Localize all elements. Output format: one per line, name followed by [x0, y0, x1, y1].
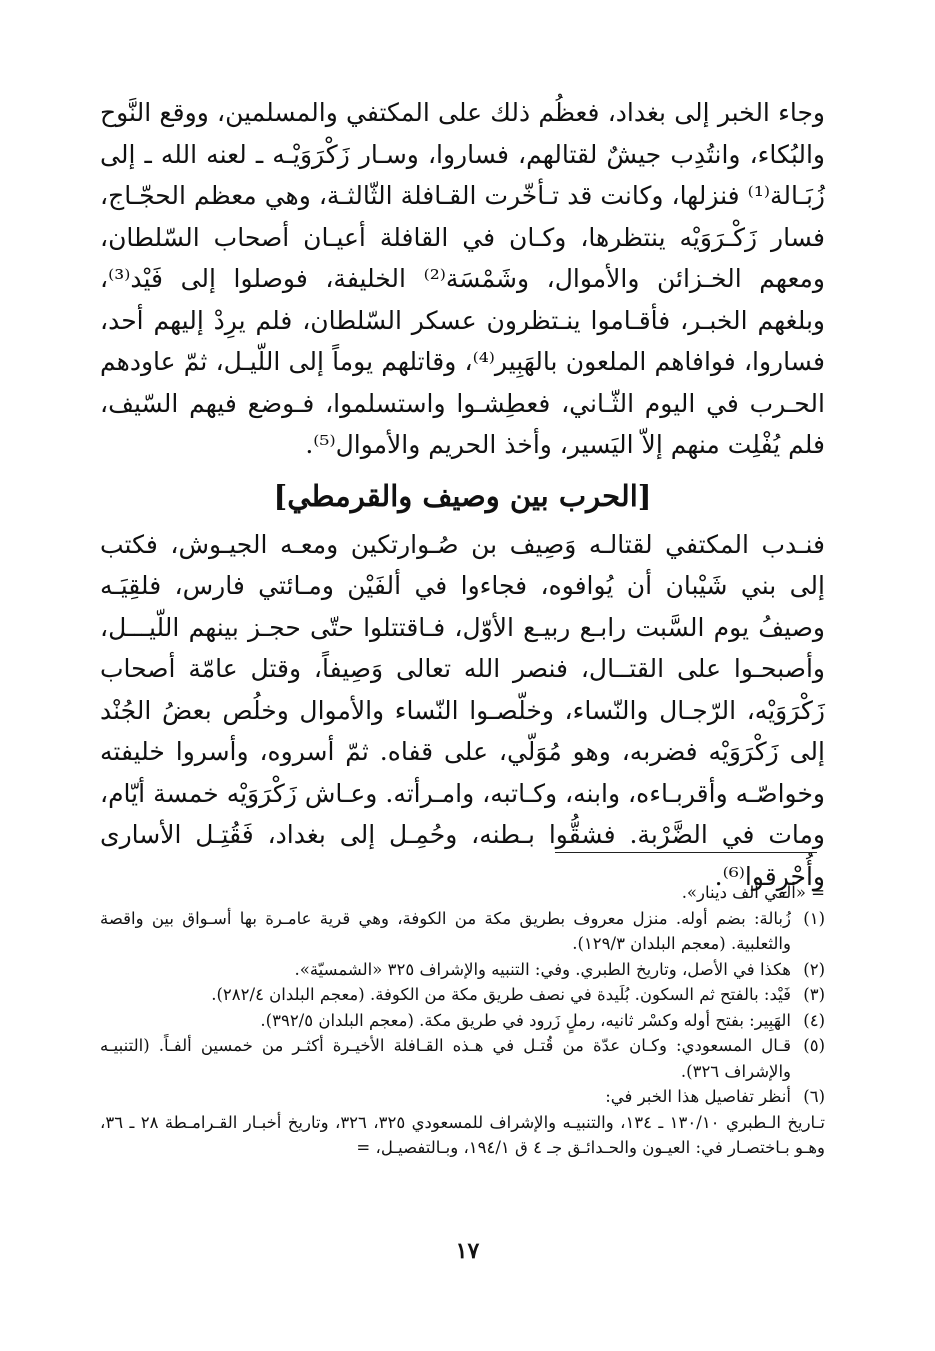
- footnote-text: فَيْد: بالفتح ثم السكون. بُلَيدة في نصف طريق مكة من الكوفة. (معجم البلدان ٢٨٢/٤).: [211, 985, 791, 1004]
- footnote-text: أنظر تفاصيل هذا الخبر في:: [605, 1087, 791, 1106]
- footnote-1: [100, 906, 825, 957]
- footnote-text: زُبالة: بضم أوله. منزل معروف بطريق مكة من الكوفة، وهي قرية عامـرة بها أسـواق بين واقصة والثعلبية. (معجم البلدان ١٢٩/٣).: [100, 908, 791, 953]
- footnote-separator: [555, 852, 817, 853]
- footnote-continuation: = «ألفي ألف دينار».: [681, 883, 825, 902]
- footnote-3: [100, 982, 825, 1008]
- footnote-number: (١): [803, 908, 825, 928]
- footnote-5: [100, 1033, 825, 1084]
- footnote-number: (٥): [803, 1036, 825, 1055]
- footnotes: [100, 880, 825, 1161]
- footnote-text: الهَبِير: بفتح أوله وكسْر ثانيه، رملٍ زَرود في طريق مكة. (معجم البلدان ٣٩٢/٥).: [260, 1010, 791, 1030]
- main-text: [100, 92, 825, 897]
- section-heading: [الحرب بين وصيف والقرمطي]: [273, 478, 652, 513]
- footnote-number: (٣): [803, 985, 825, 1004]
- footnote-6-continuation: تـاريخ الـطبري ١٣٠/١٠ ـ ١٣٤، والتنبيـه والإشراف للمسعودي ٣٢٥، ٣٢٦، وتاريخ أخبـار القـرامـطة ٢٨ ـ ٣٦، وهـو بـاختصـار في: العيـون والحـدائـق جـ ٤ ق ١٩٤/١، وبـالتفصيـل، =: [100, 1112, 825, 1157]
- footnote-4: [100, 1008, 825, 1034]
- footnote-text: هكذا في الأصل، وتاريخ الطبري. وفي: التنبيه والإشراف ٣٢٥ «الشمسيّة».: [294, 959, 791, 979]
- footnote-2: [100, 957, 825, 983]
- paragraph-1: وجاء الخبر إلى بغداد، فعظُم ذلك على المكتفي والمسلمين، ووقع النَّوح والبُكاء، وانتُدِب جيشٌ لقتالهم، فساروا، وسـار زَكْرَوَيْـه ـ لعنه الله ـ إلى زُبَـالة⁽¹⁾ فنزلها، وكانت قد تـأخّرت القـافلة الثّالثـة، وهي معظم الحجّـاج، فسار زَكْـرَوَيْه ينتظرها، وكـان في القافلة أعيـان أصحاب السّلطان، ومعهم الخـزائن والأموال، وشَمْسَة⁽²⁾ الخليفة، فوصلوا إلى فَيْد⁽³⁾، وبلغهم الخبـر، فأقـاموا ينـتظرون عسكر السّلطان، فلم يرِدْ إليهم أحد، فساروا، فوافاهم الملعون بالهَبِير⁽⁴⁾، وقاتلهم يوماً إلى اللّيـل، ثمّ عاودهم الحـرب في اليوم الثّـاني، فعطِشـوا واستسلموا، فـوضع فيهم السّيف، فلم يُفْلِت منهم إلاّ اليَسير، وأخذ الحريم والأموال⁽⁵⁾.: [100, 98, 826, 459]
- footnote-text: قـال المسعودي: وكـان عدّة من قُتـل في هـذه القـافلة الأخيـرة أكثـر من خمسين ألفـاً. (التنبيـه والإشراف ٣٢٦).: [100, 1036, 791, 1081]
- footnote-number: (٢): [803, 959, 825, 979]
- footnote-number: (٦): [803, 1087, 825, 1106]
- footnote-6: [100, 1084, 825, 1110]
- footnote-number: (٤): [803, 1010, 825, 1030]
- paragraph-2: فنـدب المكتفي لقتالـه وَصِيف بن صُـوارتكين ومعـه الجيـوش، فكتب إلى بني شَيْبان أن يُوافوه، فجاءوا في ألفَيْن ومـائتي فارس، فلقِيَـه وصيفُ يوم السَّبت رابـع ربيـع الأوّل، فـاقتتلوا حتّى حجـز بينهم اللّيـــل، وأصبحـوا على القتــال، فنصر الله تعالى وَصِيفاً، وقتل عامّة أصحاب زَكْرَوَيْه، الرّجـال والنّساء، وخلّصـوا النّساء والأموال وخلُص بعضُ الجُنْد إلى زَكْرَوَيْه فضربه، وهو مُوَلّي، على قفاه. ثمّ أسروه، وأسروا خليفته وخواصّـه وأقربـاءه، وابنه، وكـاتبه، وامـرأته. وعـاش زَكْرَوَيْه خمسة أيّام، ومات في الضَّرْبة. فشقُّوا بـطنه، وحُمِـل إلى بغداد، فَقُتِـل الأسارى وأُحْرِقوا⁽⁶⁾.: [100, 529, 825, 891]
- page-number: ١٧: [455, 1238, 480, 1264]
